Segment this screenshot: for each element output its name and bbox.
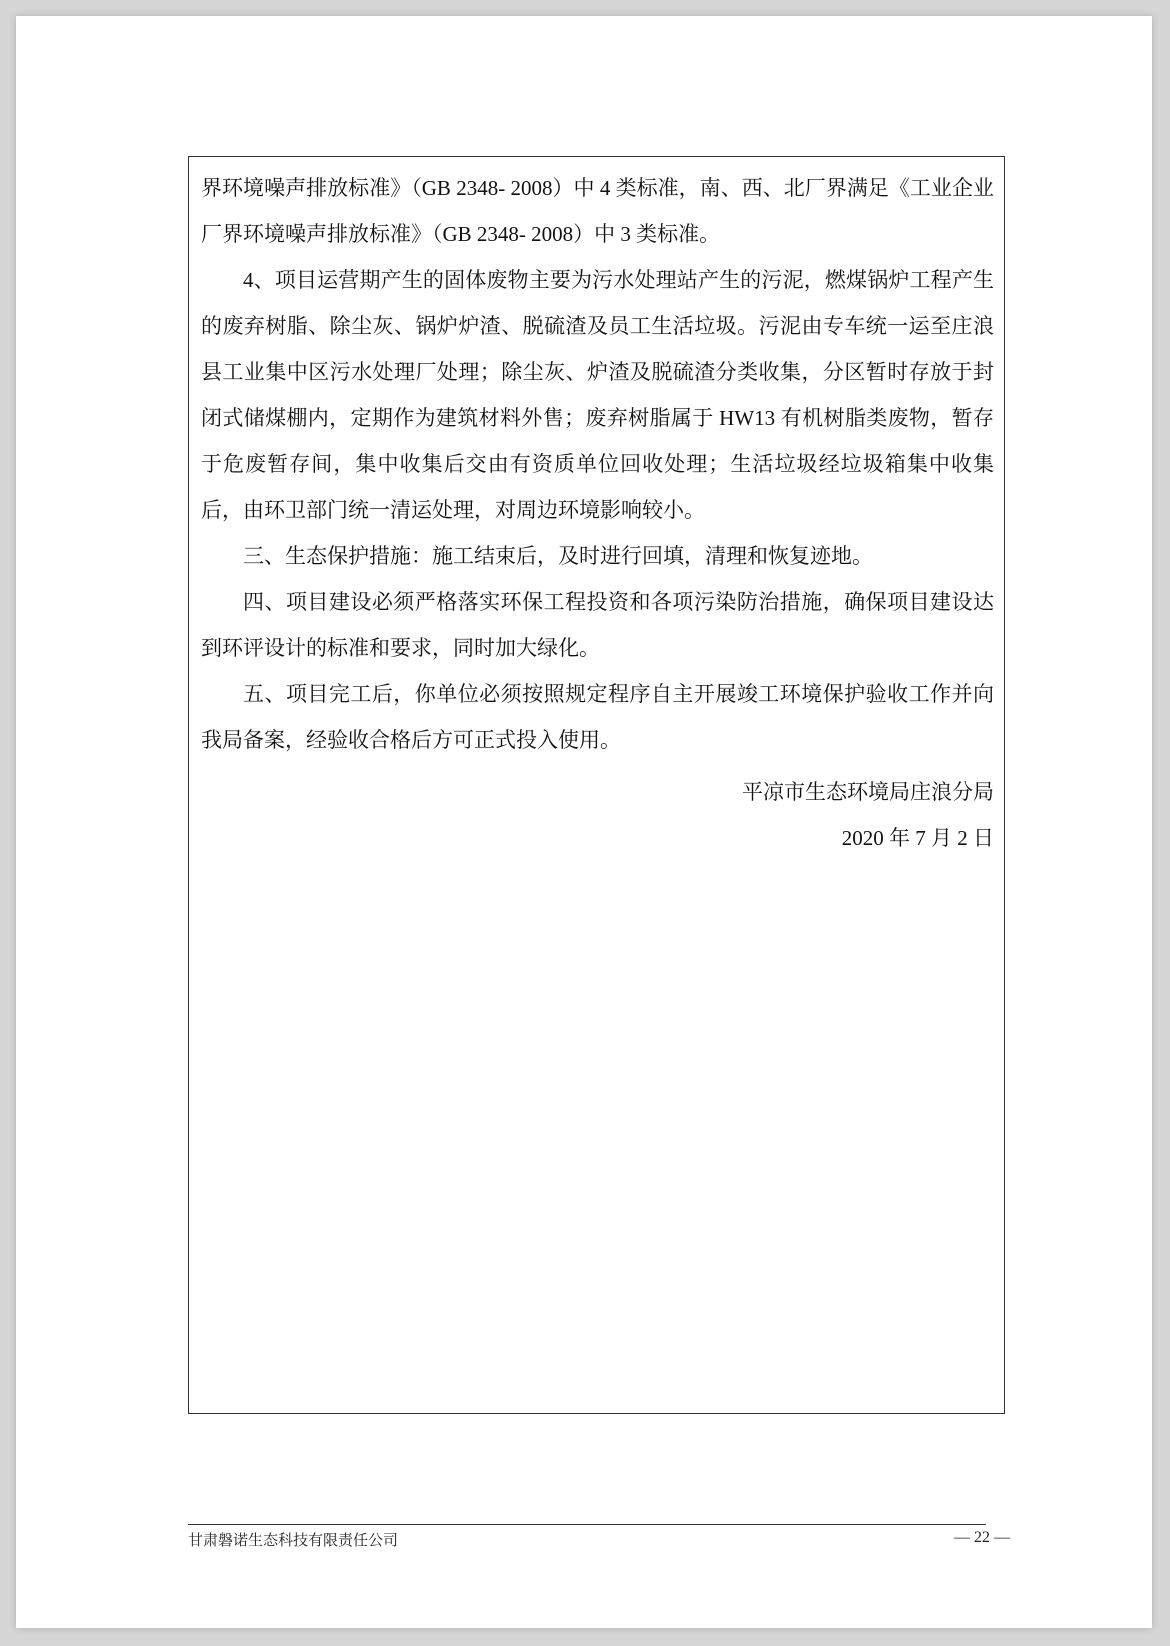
- document-page: [16, 16, 1152, 1628]
- footer-page-number: — 22 —: [954, 1529, 1010, 1546]
- paragraph-solid-waste: 4、项目运营期产生的固体废物主要为污水处理站产生的污泥，燃煤锅炉工程产生的废弃树脂、除尘灰、锅炉炉渣、脱硫渣及员工生活垃圾。污泥由专车统一运至庄浪县工业集中区污水处理厂处理；除尘灰、炉渣及脱硫渣分类收集，分区暂时存放于封闭式储煤棚内，定期作为建筑材料外售；废弃树脂属于 HW13 有机树脂类废物，暂存于危废暂存间，集中收集后交由有资质单位回收处理；生活垃圾经垃圾箱集中收集后，由环卫部门统一清运处理，对周边环境影响较小。: [201, 268, 994, 522]
- paragraph-noise-standard: 界环境噪声排放标准》（GB 2348- 2008）中 4 类标准，南、西、北厂界满足《工业企业厂界环境噪声排放标准》（GB 2348- 2008）中 3 类标准。: [201, 176, 994, 246]
- signature-date: 2020 年 7 月 2 日: [841, 826, 994, 850]
- paragraph-ecological-protection: 三、生态保护措施：施工结束后，及时进行回填，清理和恢复迹地。: [243, 544, 873, 568]
- body-text: [201, 165, 994, 763]
- footer-company-name: 甘肃磐诺生态科技有限责任公司: [188, 1533, 399, 1549]
- footer-divider: [188, 1524, 986, 1525]
- paragraph-completion-acceptance: 五、项目完工后，你单位必须按照规定程序自主开展竣工环境保护验收工作并向我局备案，经验收合格后方可正式投入使用。: [201, 682, 994, 752]
- signature-organization: 平凉市生态环境局庄浪分局: [742, 780, 994, 804]
- content-frame: [188, 156, 1005, 1414]
- paragraph-investment-implementation: 四、项目建设必须严格落实环保工程投资和各项污染防治措施，确保项目建设达到环评设计的标准和要求，同时加大绿化。: [201, 590, 994, 660]
